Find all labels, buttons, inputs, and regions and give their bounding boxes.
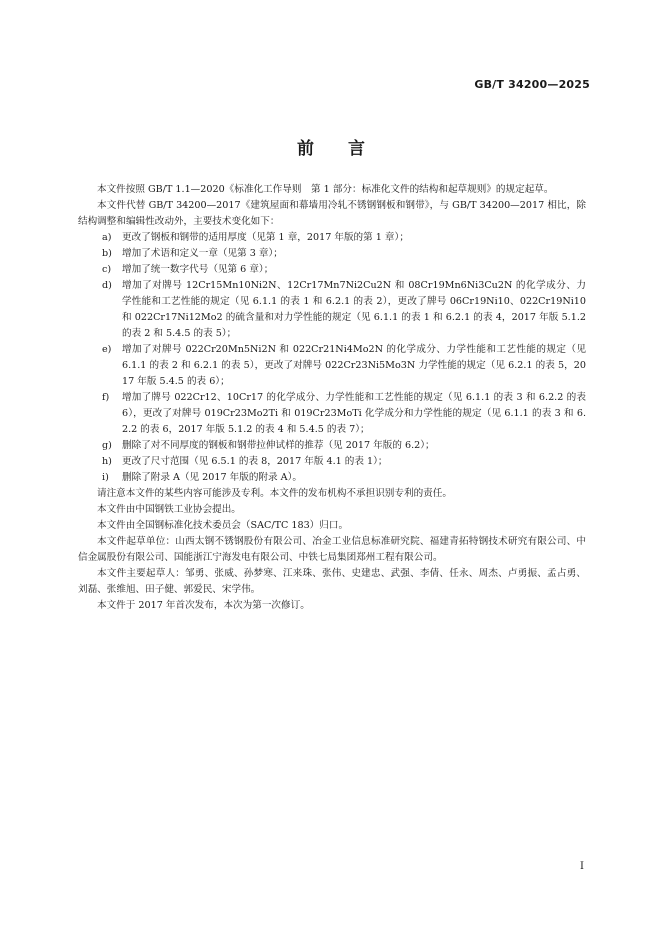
list-item-text: 增加了牌号 022Cr12、10Cr17 的化学成分、力学性能和工艺性能的规定（见 6.1.1 的表 3 和 6.2.2 的表 6），更改了对牌号 019Cr23Mo2Ti 和 019Cr23MoTi 化学成分和力学性能的规定（见 6.1.1 的表 3 和 6.2.2 的表 6，2017 年版 5.1.2 的表 4 和 5.4.5 的表 7）； <box>122 392 586 435</box>
list-item <box>78 390 586 438</box>
intro-paragraph-drafting-rules: 本文件按照 GB/T 1.1—2020《标准化工作导则 第 1 部分：标准化文件的结构和起草规则》的规定起草。 <box>97 184 554 195</box>
drafting-organizations: 本文件起草单位：山西太钢不锈钢股份有限公司、冶金工业信息标准研究院、福建青拓特钢技术研究有限公司、中信金属股份有限公司、国能浙江宁海发电有限公司、中铁七局集团郑州工程有限公司。 <box>78 536 586 563</box>
drafters: 本文件主要起草人：邹勇、张威、孙梦寒、江来珠、张伟、史建忠、武强、李倩、任永、周杰、卢勇振、孟占勇、刘磊、张维旭、田子健、郭爱民、宋学伟。 <box>78 568 586 595</box>
list-marker: b) <box>102 248 112 259</box>
list-item-text: 更改了钢板和钢带的适用厚度（见第 1 章，2017 年版的第 1 章）； <box>122 232 409 243</box>
list-item-text: 增加了对牌号 12Cr15Mn10Ni2N、12Cr17Mn7Ni2Cu2N 和 08Cr19Mn6Ni3Cu2N 的化学成分、力学性能和工艺性能的规定（见 6.1.1 的表 1 和 6.2.1 的表 2），更改了牌号 06Cr19Ni10、022Cr19Ni10 和 022Cr17Ni12Mo2 的硫含量和对力学性能的规定（见 6.1.1 的表 1 和 6.2.1 的表 4，2017 年版 5.1.2 的表 2 和 5.4.5 的表 5）； <box>122 280 586 339</box>
list-item <box>78 438 586 454</box>
intro-paragraph-replacement: 本文件代替 GB/T 34200—2017《建筑屋面和幕墙用冷轧不锈钢钢板和钢带》，与 GB/T 34200—2017 相比，除结构调整和编辑性改动外，主要技术变化如下： <box>78 200 586 227</box>
list-marker: g) <box>102 440 112 451</box>
list-item <box>78 246 586 262</box>
standard-number: GB/T 34200—2025 <box>474 78 590 91</box>
proposer-statement: 本文件由中国钢铁工业协会提出。 <box>97 504 241 515</box>
technical-changes-list <box>78 230 586 486</box>
list-marker: a) <box>102 232 112 243</box>
list-item <box>78 342 586 390</box>
patent-notice: 请注意本文件的某些内容可能涉及专利。本文件的发布机构不承担识别专利的责任。 <box>97 488 452 499</box>
list-item-text: 增加了统一数字代号（见第 6 章）； <box>122 264 274 275</box>
list-marker: f) <box>102 392 110 403</box>
list-item-text: 删除了对不同厚度的钢板和钢带拉伸试样的推荐（见 2017 年版的 6.2）； <box>122 440 435 451</box>
list-item <box>78 230 586 246</box>
list-item <box>78 470 586 486</box>
committee-statement: 本文件由全国钢标准化技术委员会（SAC/TC 183）归口。 <box>97 520 349 531</box>
page-number: I <box>580 861 584 872</box>
foreword-body <box>78 182 586 614</box>
list-marker: d) <box>102 280 112 291</box>
list-marker: c) <box>102 264 112 275</box>
list-marker: e) <box>102 344 112 355</box>
publication-history: 本文件于 2017 年首次发布，本次为第一次修订。 <box>97 600 310 611</box>
list-item-text: 删除了附录 A（见 2017 年版的附录 A）。 <box>122 472 302 483</box>
list-item-text: 更改了尺寸范围（见 6.5.1 的表 8，2017 年版 4.1 的表 1）； <box>122 456 388 467</box>
list-marker: i) <box>102 472 109 483</box>
list-item-text: 增加了对牌号 022Cr20Mn5Ni2N 和 022Cr21Ni4Mo2N 的化学成分、力学性能和工艺性能的规定（见 6.1.1 的表 2 和 6.2.1 的表 5），更改了对牌号 022Cr23Ni5Mo3N 力学性能的规定（见 6.2.1 的表 5，2017 年版 5.4.5 的表 6）； <box>122 344 586 387</box>
list-item <box>78 278 586 342</box>
list-item-text: 增加了术语和定义一章（见第 3 章）； <box>122 248 283 259</box>
page-title: 前 言 <box>297 139 365 159</box>
list-item <box>78 262 586 278</box>
list-marker: h) <box>102 456 112 467</box>
list-item <box>78 454 586 470</box>
